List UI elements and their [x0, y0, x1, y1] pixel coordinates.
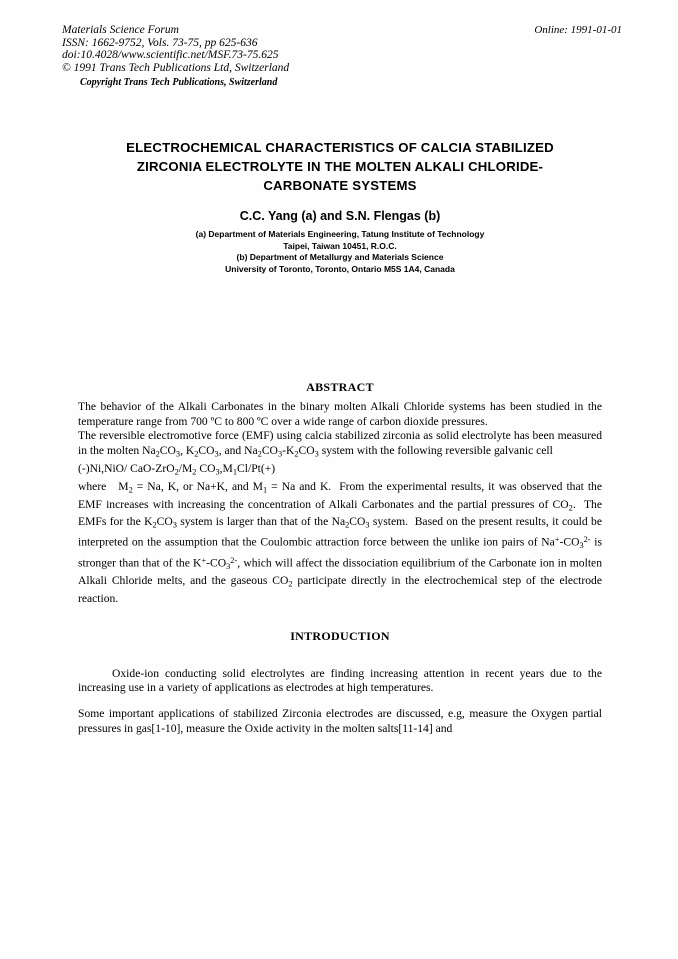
issn-line: ISSN: 1662-9752, Vols. 73-75, pp 625-636 [62, 36, 258, 49]
introduction-paragraph-2: Some important applications of stabilized Zirconia electrodes are discussed, e.g, measure the Oxygen partial pressures in gas[1-10], measure the Oxide activity in the molten salts[11-14] and [78, 707, 602, 735]
abstract-paragraph-3: where $M_2 = Na$, K, or Na+K, and $M_1 = Na$ and K. From the experimental results, it was observed that the EMF increases with increasing the concentration of Alkali Carbonates and the partial pressures of $CO_2$. The EMFs for the $K_2CO_3$ system is larger than that of the $Na_2CO_3$ system. Based on the present results, it could be interpreted on the assumption that the Coulombic attraction force between the unlike ion pairs of $Na^+-CO_3^{2-}$ is stronger than that of the $K^+-CO_3^{2-}$, which will affect the dissociation equilibrium of the Carbonate ion in molten Alkali Chloride melts, and the gaseous $CO_2$ participate directly in the electrochemical step of the electrode reaction. [78, 479, 602, 606]
galvanic-cell-equation: (-)Ni,NiO/ CaO-$ZrO_2/M_2$ $CO_3,M_1Cl/Pt(+)$ [78, 461, 276, 477]
online-date: Online: 1991-01-01 [534, 24, 622, 36]
affiliation-b-line1: (b) Department of Metallurgy and Materials Science [236, 252, 444, 262]
abstract-paragraph-2: The reversible electromotive force (EMF) using calcia stabilized zirconia as solid electrolyte has been measured in the molten $Na_2CO_3$, $K_2CO_3$, and $Na_2CO_3-K_2CO_3$ system with the following reversible galvanic cell [78, 429, 602, 459]
affiliation-a-line1: (a) Department of Materials Engineering, Tatung Institute of Technology [195, 229, 485, 239]
affiliation-a-line2: Taipei, Taiwan 10451, R.O.C. [283, 240, 397, 251]
copyright-line: © 1991 Trans Tech Publications Ltd, Switzerland [62, 61, 290, 74]
journal-header [62, 24, 622, 88]
introduction-paragraph-1: Oxide-ion conducting solid electrolytes are finding increasing attention in recent years due to the increasing use in a variety of applications as electrodes at high temperatures. [78, 666, 602, 695]
doi-line: doi:10.4028/www.scientific.net/MSF.73-75.625 [62, 49, 279, 62]
introduction-body [78, 655, 602, 748]
author-block [95, 207, 585, 275]
affiliation-b-line2: University of Toronto, Toronto, Ontario M5S 1A4, Canada [225, 263, 455, 274]
title-line-1: ELECTROCHEMICAL CHARACTERISTICS OF CALCIA STABILIZED [126, 140, 554, 155]
title-line-2: ZIRCONIA ELECTROLYTE IN THE MOLTEN ALKALI CHLORIDE- [136, 159, 544, 174]
paper-title [95, 138, 585, 195]
journal-name: Materials Science Forum [62, 24, 179, 36]
abstract-body [78, 400, 602, 607]
abstract-heading: ABSTRACT [306, 380, 374, 394]
title-line-3: CARBONATE SYSTEMS [263, 178, 417, 193]
affiliation-a [95, 229, 585, 275]
author-names: C.C. Yang (a) and S.N. Flengas (b) [239, 209, 441, 223]
abstract-paragraph-1: The behavior of the Alkali Carbonates in the binary molten Alkali Chloride systems has been studied in the temperature range from 700 ºC to 800 ºC over a wide range of carbon dioxide pressures. [78, 400, 602, 428]
copyright-bold: Copyright Trans Tech Publications, Switzerland [80, 77, 278, 89]
journal-meta [62, 24, 289, 74]
introduction-heading: INTRODUCTION [290, 629, 390, 643]
